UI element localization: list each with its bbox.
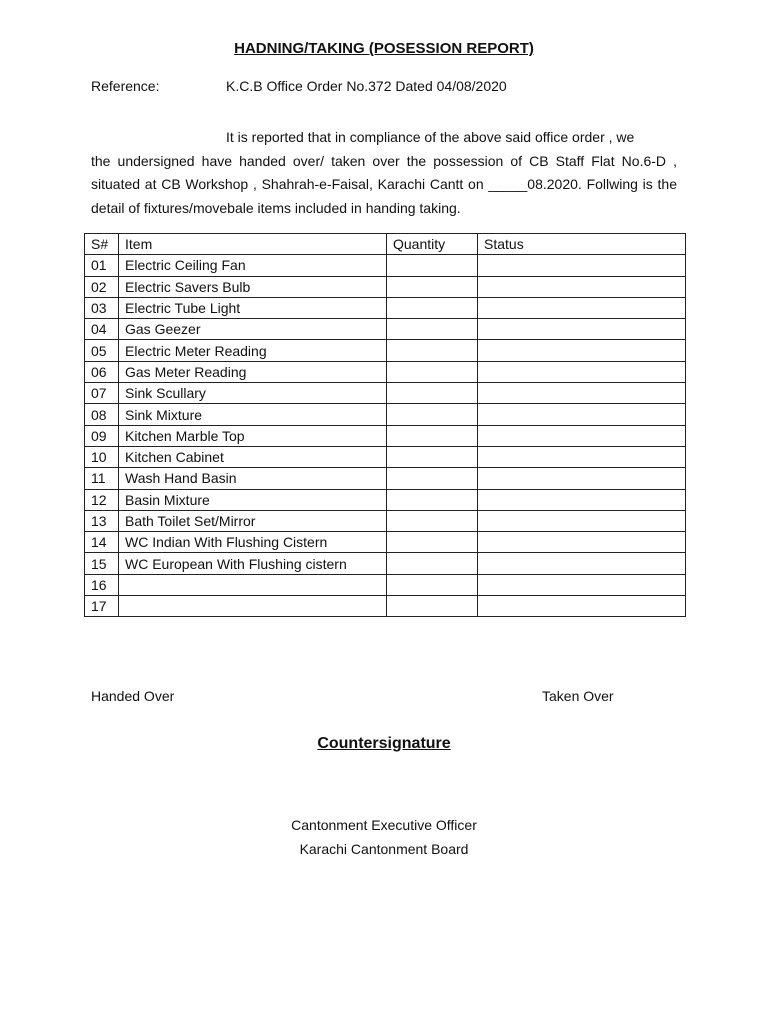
table-row (85, 404, 686, 425)
table-row (85, 574, 686, 595)
row-serial: 15 (85, 553, 119, 574)
row-status (478, 468, 686, 489)
row-serial: 10 (85, 446, 119, 467)
row-status (478, 553, 686, 574)
row-quantity (387, 276, 478, 297)
row-status (478, 340, 686, 361)
header-serial: S# (85, 234, 119, 255)
row-serial: 04 (85, 319, 119, 340)
row-item: WC Indian With Flushing Cistern (119, 532, 387, 553)
row-serial: 13 (85, 510, 119, 531)
row-item: Kitchen Cabinet (119, 446, 387, 467)
row-quantity (387, 596, 478, 617)
row-quantity (387, 340, 478, 361)
row-quantity (387, 574, 478, 595)
table-row (85, 489, 686, 510)
row-item: Basin Mixture (119, 489, 387, 510)
row-serial: 12 (85, 489, 119, 510)
officer-board: Karachi Cantonment Board (299, 841, 469, 857)
table-row (85, 383, 686, 404)
row-serial: 08 (85, 404, 119, 425)
row-status (478, 532, 686, 553)
table-row (85, 446, 686, 467)
table-row (85, 297, 686, 318)
paragraph-body: the undersigned have handed over/ taken over the possession of CB Staff Flat No.6-D , situated at CB Workshop , Shahrah-e-Faisal, Karachi Cantt on _____08.2020. Follwing is the detail of fixtures/movebale items included in handing taking. (91, 152, 677, 216)
row-status (478, 319, 686, 340)
row-item: Kitchen Marble Top (119, 425, 387, 446)
table-row (85, 425, 686, 446)
table-row (85, 532, 686, 553)
table-row (85, 255, 686, 276)
report-paragraph (91, 126, 677, 220)
row-status (478, 596, 686, 617)
row-item: WC European With Flushing cistern (119, 553, 387, 574)
row-item: Bath Toilet Set/Mirror (119, 510, 387, 531)
row-quantity (387, 446, 478, 467)
row-item: Gas Geezer (119, 319, 387, 340)
document-title: HADNING/TAKING (POSESSION REPORT) (234, 40, 534, 57)
row-quantity (387, 361, 478, 382)
table-row (85, 553, 686, 574)
table-row (85, 276, 686, 297)
taken-over-label: Taken Over (542, 688, 614, 704)
row-item: Sink Mixture (119, 404, 387, 425)
row-serial: 11 (85, 468, 119, 489)
row-quantity (387, 489, 478, 510)
row-quantity (387, 468, 478, 489)
row-item: Electric Ceiling Fan (119, 255, 387, 276)
row-item: Electric Meter Reading (119, 340, 387, 361)
row-status (478, 383, 686, 404)
row-status (478, 404, 686, 425)
row-status (478, 489, 686, 510)
paragraph-first-line: It is reported that in compliance of the above said office order , we (226, 129, 635, 145)
row-serial: 09 (85, 425, 119, 446)
row-status (478, 361, 686, 382)
table-row (85, 361, 686, 382)
row-quantity (387, 297, 478, 318)
row-quantity (387, 255, 478, 276)
countersignature-heading: Countersignature (317, 735, 451, 752)
row-serial: 17 (85, 596, 119, 617)
row-serial: 06 (85, 361, 119, 382)
row-item: Gas Meter Reading (119, 361, 387, 382)
row-item (119, 596, 387, 617)
row-serial: 01 (85, 255, 119, 276)
row-serial: 16 (85, 574, 119, 595)
row-status (478, 574, 686, 595)
row-quantity (387, 553, 478, 574)
row-serial: 03 (85, 297, 119, 318)
officer-title: Cantonment Executive Officer (291, 817, 477, 833)
row-item: Sink Scullary (119, 383, 387, 404)
header-status: Status (478, 234, 686, 255)
row-status (478, 255, 686, 276)
header-item: Item (119, 234, 387, 255)
header-quantity: Quantity (387, 234, 478, 255)
fixtures-table (84, 233, 686, 617)
row-status (478, 297, 686, 318)
row-status (478, 510, 686, 531)
row-serial: 07 (85, 383, 119, 404)
table-row (85, 319, 686, 340)
row-quantity (387, 383, 478, 404)
table-row (85, 596, 686, 617)
row-item: Electric Savers Bulb (119, 276, 387, 297)
row-quantity (387, 510, 478, 531)
table-row (85, 468, 686, 489)
row-quantity (387, 425, 478, 446)
row-status (478, 276, 686, 297)
row-item (119, 574, 387, 595)
handed-over-label: Handed Over (91, 688, 175, 704)
row-quantity (387, 319, 478, 340)
table-header-row (85, 234, 686, 255)
row-quantity (387, 404, 478, 425)
row-serial: 02 (85, 276, 119, 297)
row-item: Wash Hand Basin (119, 468, 387, 489)
reference-label: Reference: (91, 78, 160, 94)
row-quantity (387, 532, 478, 553)
reference-value: K.C.B Office Order No.372 Dated 04/08/2020 (226, 78, 507, 94)
row-status (478, 446, 686, 467)
row-serial: 05 (85, 340, 119, 361)
row-status (478, 425, 686, 446)
row-item: Electric Tube Light (119, 297, 387, 318)
table-row (85, 510, 686, 531)
table-row (85, 340, 686, 361)
row-serial: 14 (85, 532, 119, 553)
